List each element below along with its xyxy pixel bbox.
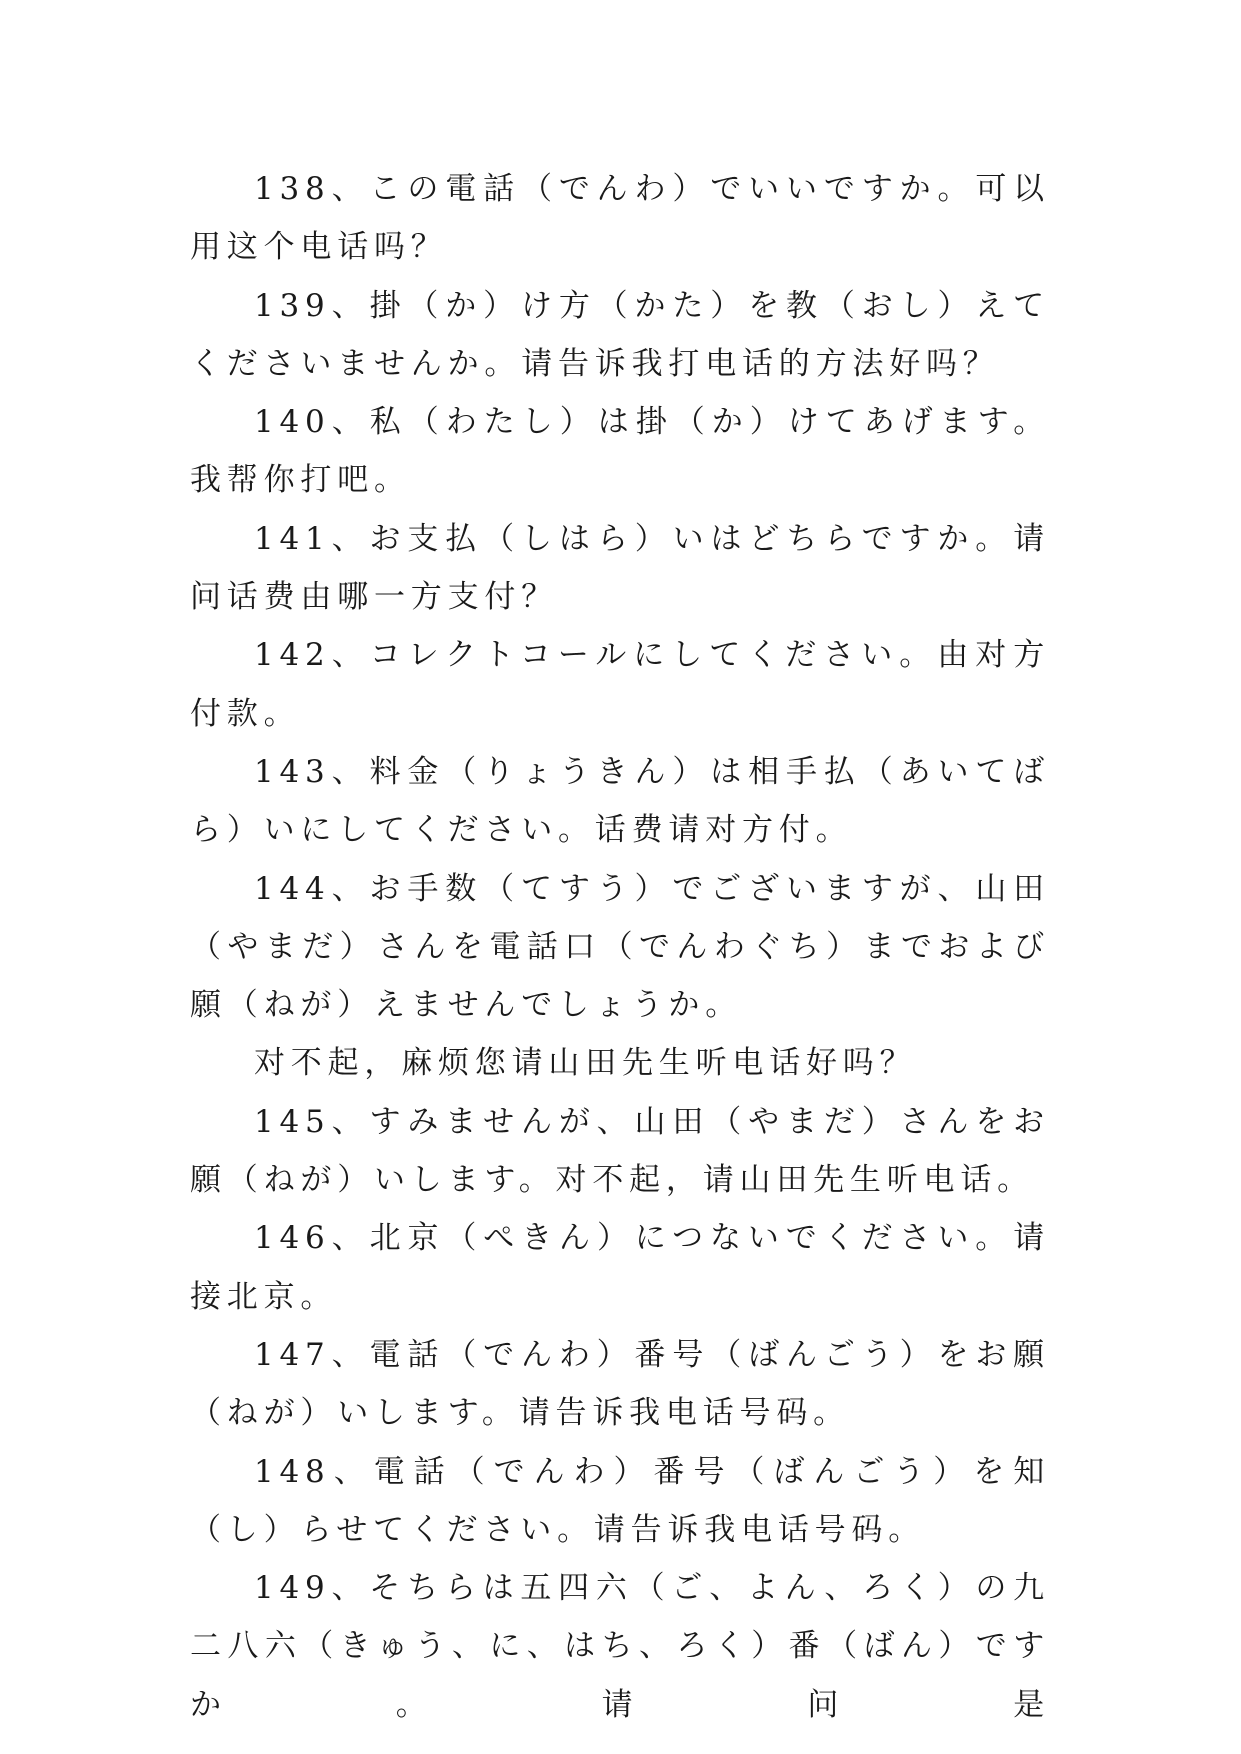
paragraph-144-translation: 对不起，麻烦您请山田先生听电话好吗？	[254, 1045, 917, 1082]
paragraph-140: 140、私（わたし）は掛（か）けてあげます。我帮你打吧。	[190, 404, 1050, 499]
paragraph-147: 147、電話（でんわ）番号（ばんごう）をお願（ねが）いします。请告诉我电话号码。	[190, 1336, 1050, 1432]
document-body	[190, 160, 1050, 1734]
paragraph-142: 142、コレクトコールにしてください。由对方付款。	[190, 637, 1050, 732]
paragraph-139: 139、掛（か）け方（かた）を教（おし）えてくださいませんか。请告诉我打电话的方法好吗？	[190, 287, 1050, 382]
paragraph-138: 138、この電話（でんわ）でいいですか。可以用这个电话吗？	[190, 171, 1050, 266]
paragraph-146: 146、北京（ぺきん）につないでください。请接北京。	[190, 1220, 1050, 1315]
paragraph-145: 145、すみませんが、山田（やまだ）さんをお願（ねが）いします。对不起，请山田先生听电话。	[190, 1103, 1050, 1199]
paragraph-143: 143、料金（りょうきん）は相手払（あいてばら）いにしてください。话费请对方付。	[190, 753, 1050, 849]
paragraph-144: 144、お手数（てすう）でございますが、山田（やまだ）さんを電話口（でんわぐち）までおよび願（ねが）えませんでしょうか。	[190, 870, 1050, 1024]
paragraph-149: 149、そちらは五四六（ご、よん、ろく）の九二八六（きゅう、に、はち、ろく）番（ばん）ですか。请问是	[190, 1570, 1050, 1723]
paragraph-148: 148、電話（でんわ）番号（ばんごう）を知（し）らせてください。请告诉我电话号码。	[190, 1453, 1050, 1548]
paragraph-141: 141、お支払（しはら）いはどちらですか。请问话费由哪一方支付？	[190, 520, 1050, 616]
